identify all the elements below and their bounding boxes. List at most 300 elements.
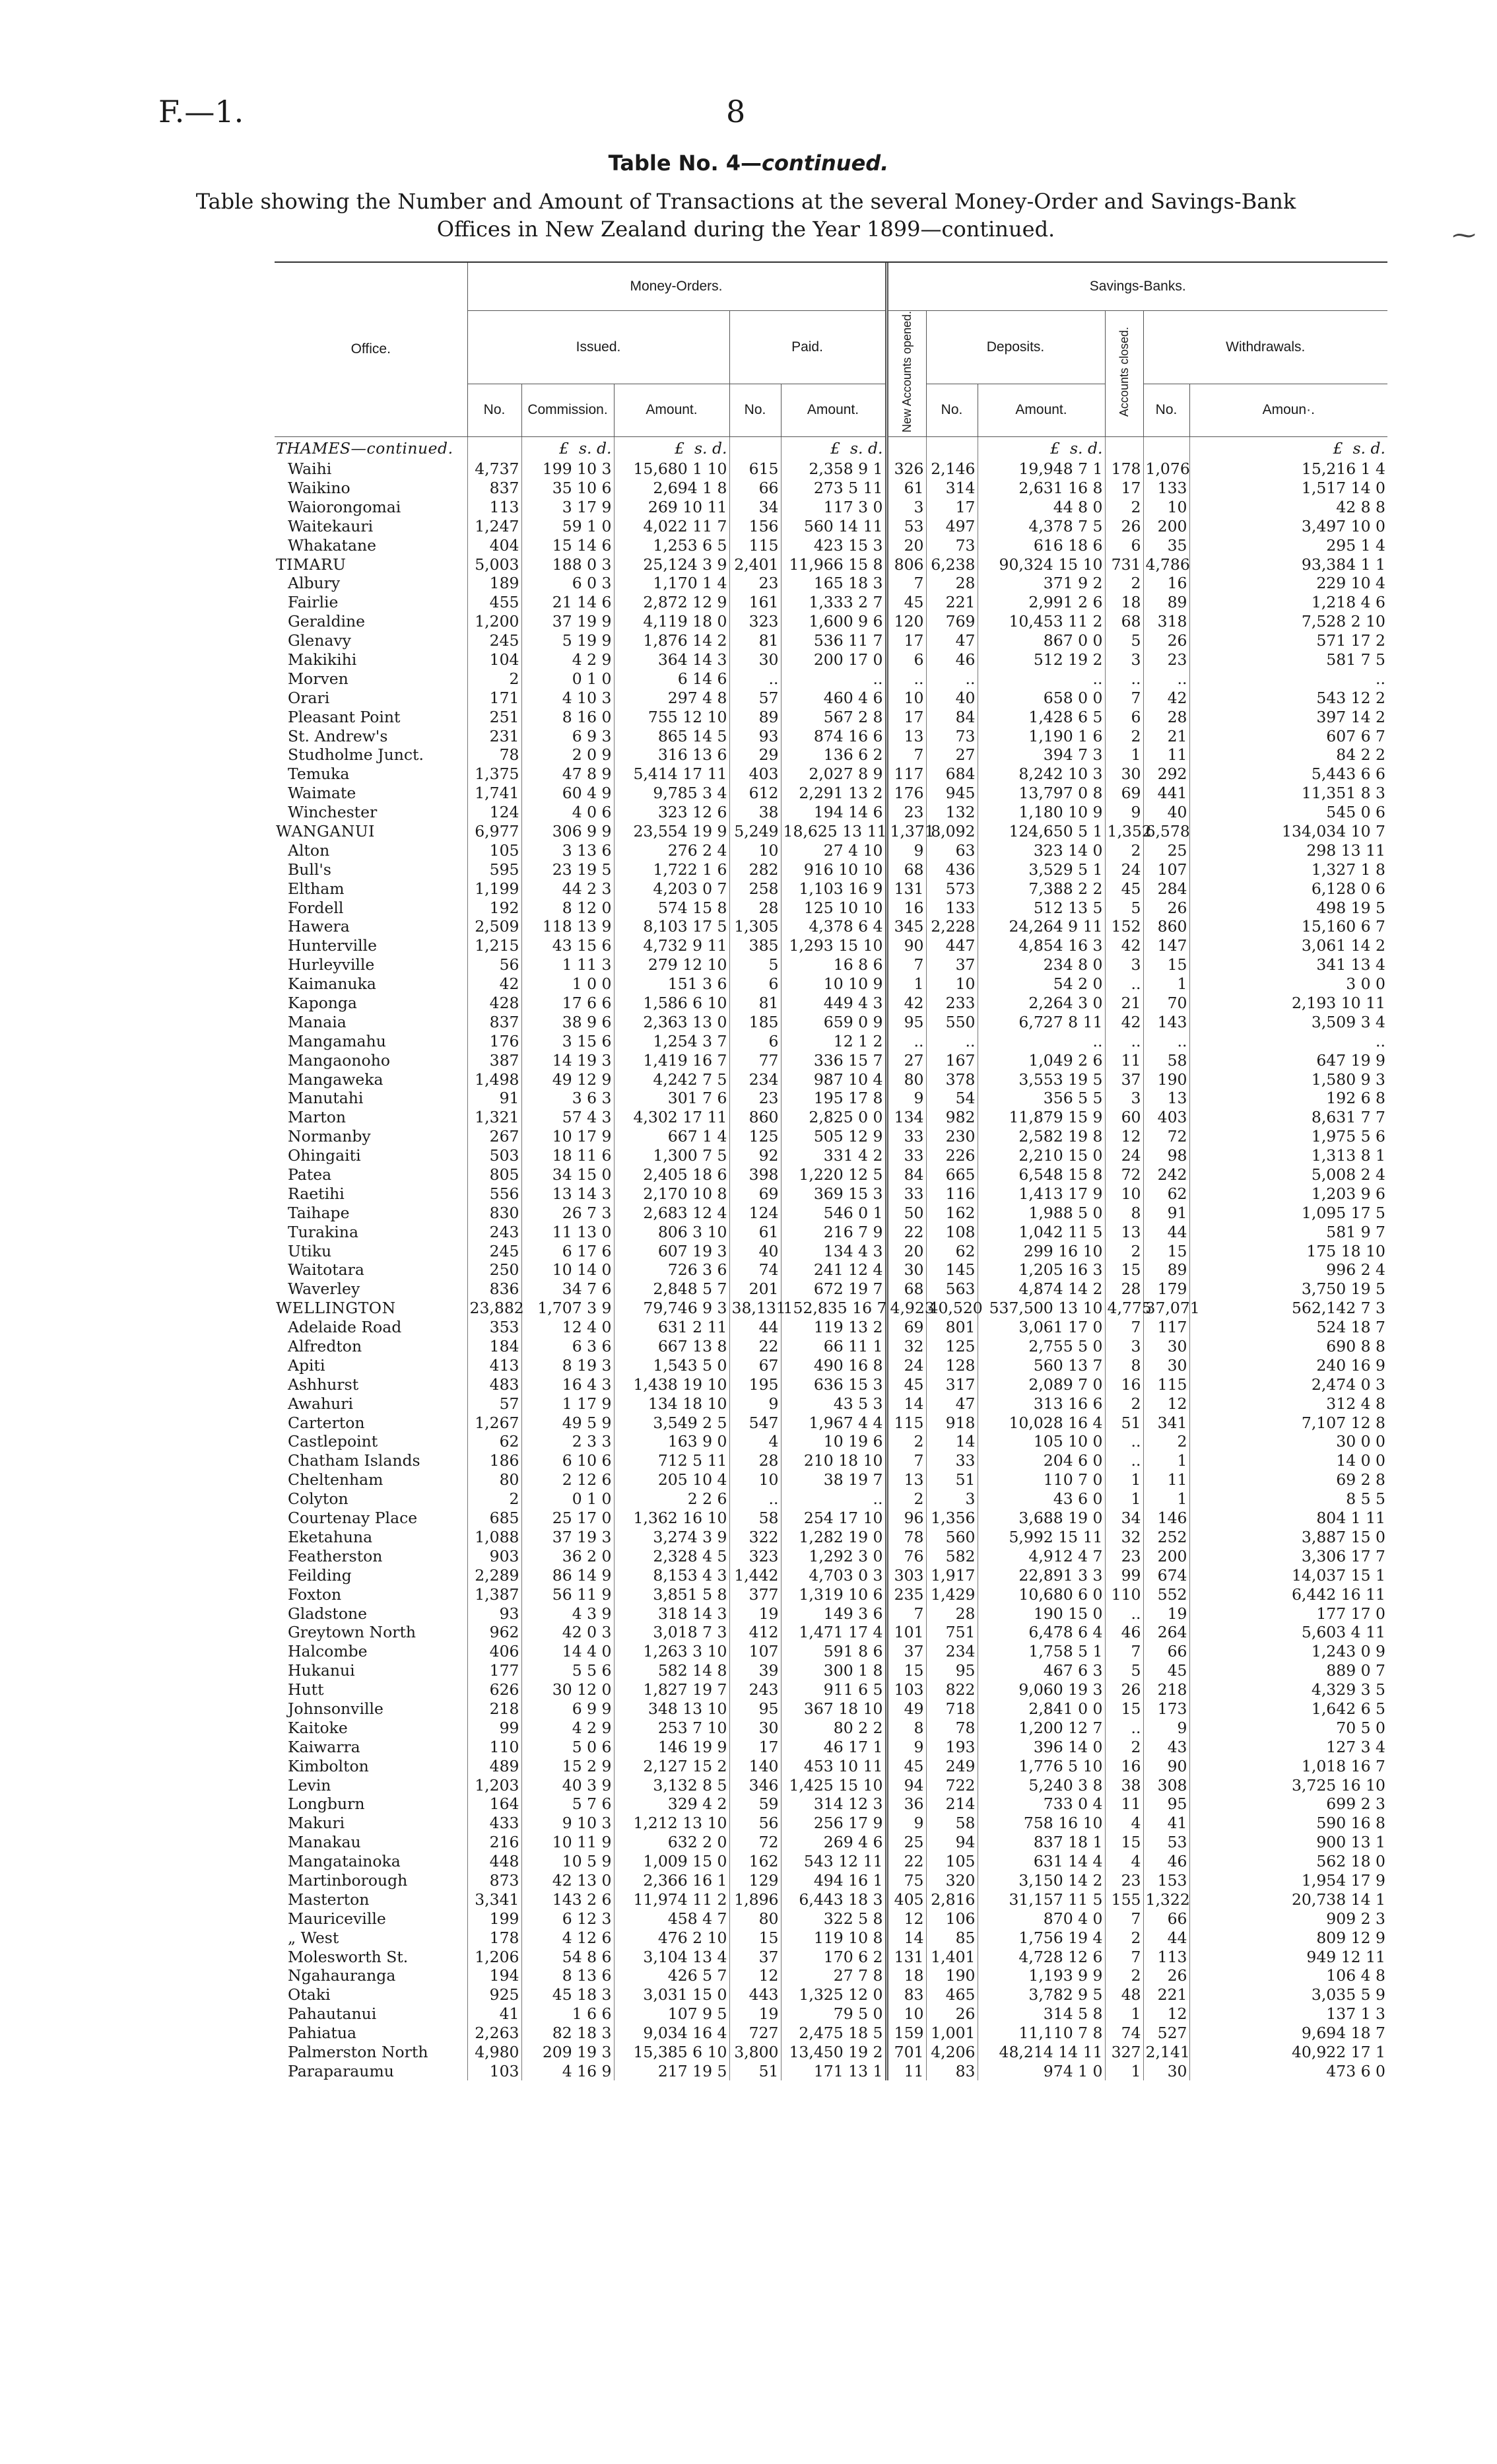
withdrawals-no-cell: 284: [1143, 879, 1189, 898]
deposits-no-cell: 6,238: [926, 555, 978, 574]
withdrawals-amount-cell: 3,497 10 0: [1189, 516, 1387, 535]
deposits-amount-cell: 11,110 7 8: [978, 2024, 1105, 2043]
table-row: [275, 994, 1387, 1013]
deposits-no-cell: 769: [926, 612, 978, 631]
commission-cell: 42 0 3: [521, 1623, 614, 1642]
deposits-amount-cell: 110 7 0: [978, 1470, 1105, 1489]
issued-no-cell: 1,247: [467, 516, 521, 535]
paid-amount-cell: 171 13 1: [781, 2061, 886, 2080]
issued-amount-cell: 163 9 0: [614, 1432, 729, 1451]
accounts-closed-cell: 7: [1105, 1947, 1143, 1966]
new-accounts-cell: 94: [886, 1775, 926, 1795]
deposits-amount-cell: 6,478 6 4: [978, 1623, 1105, 1642]
office-cell: Kimbolton: [288, 1756, 369, 1775]
table-row: [275, 1470, 1387, 1489]
office-cell: Gladstone: [288, 1604, 368, 1623]
paid-no-cell: 77: [729, 1050, 781, 1070]
withdrawals-amount-cell: 3,750 19 5: [1189, 1280, 1387, 1299]
new-accounts-cell: 22: [886, 1222, 926, 1241]
paid-amount-cell: 66 11 1: [781, 1337, 886, 1356]
table-row: [275, 1375, 1387, 1394]
table-row: [275, 650, 1387, 669]
commission-cell: 0 1 0: [521, 669, 614, 688]
deposits-amount-cell: 313 16 6: [978, 1394, 1105, 1413]
deposits-amount-cell: 1,428 6 5: [978, 707, 1105, 726]
accounts-closed-cell: 68: [1105, 612, 1143, 631]
table-row: [275, 840, 1387, 860]
table-row: [275, 1203, 1387, 1222]
paid-amount-cell: 367 18 10: [781, 1699, 886, 1719]
deposits-amount-cell: 4,378 7 5: [978, 516, 1105, 535]
office-cell: Mangaweka: [288, 1070, 383, 1089]
withdrawals-amount-cell: 4,329 3 5: [1189, 1680, 1387, 1699]
withdrawals-amount-cell: 590 16 8: [1189, 1814, 1387, 1833]
paid-no-cell: 29: [729, 745, 781, 765]
accounts-closed-cell: 110: [1105, 1585, 1143, 1604]
deposits-amount-cell: 837 18 1: [978, 1833, 1105, 1852]
table-row: [275, 1165, 1387, 1184]
paid-amount-cell: 659 0 9: [781, 1012, 886, 1031]
paid-amount-cell: 216 7 9: [781, 1222, 886, 1241]
office-cell: Manutahi: [288, 1089, 364, 1108]
commission-cell: 6 3 6: [521, 1337, 614, 1356]
office-cell: Waitotara: [288, 1260, 364, 1280]
withdrawals-no-cell: 44: [1143, 1222, 1189, 1241]
deposits-amount-cell: 1,205 16 3: [978, 1260, 1105, 1280]
deposits-no-cell: 54: [926, 1089, 978, 1108]
commission-cell: 1 6 6: [521, 2004, 614, 2024]
accounts-closed-cell: 4: [1105, 1852, 1143, 1871]
office-cell: Morven: [288, 669, 349, 688]
paid-amount-cell: 536 11 7: [781, 631, 886, 650]
paid-no-cell: 124: [729, 1203, 781, 1222]
table-row: [275, 803, 1387, 822]
paid-amount-cell: 449 4 3: [781, 994, 886, 1013]
commission-cell: 4 12 6: [521, 1928, 614, 1947]
commission-cell: 1 17 9: [521, 1394, 614, 1413]
table-number-label: Table No. 4—: [608, 151, 762, 176]
table-row: [275, 1050, 1387, 1070]
paid-amount-cell: 314 12 3: [781, 1795, 886, 1814]
withdrawals-no-cell: 15: [1143, 1241, 1189, 1260]
withdrawals-amount-cell: 137 1 3: [1189, 2004, 1387, 2024]
table-row: [275, 1604, 1387, 1623]
commission-cell: 3 13 6: [521, 840, 614, 860]
deposits-no-cell: 83: [926, 2061, 978, 2080]
office-cell: Manaia: [288, 1012, 347, 1031]
office-cell: Kaponga: [288, 994, 357, 1012]
withdrawals-amount-cell: 93,384 1 1: [1189, 555, 1387, 574]
withdrawals-amount-cell: 1,642 6 5: [1189, 1699, 1387, 1719]
issued-no-cell: 387: [467, 1050, 521, 1070]
table-row: [275, 726, 1387, 745]
table-row: [275, 593, 1387, 612]
deposits-no-cell: 1,917: [926, 1565, 978, 1585]
deposits-amount-cell: 9,060 19 3: [978, 1680, 1105, 1699]
deposits-amount-cell: 467 6 3: [978, 1661, 1105, 1680]
deposits-amount-cell: 5,240 3 8: [978, 1775, 1105, 1795]
table-row: [275, 516, 1387, 535]
new-accounts-cell: 30: [886, 1260, 926, 1280]
paid-no-cell: 5: [729, 955, 781, 975]
paid-no-cell: ..: [729, 669, 781, 688]
issued-no-cell: 178: [467, 1928, 521, 1947]
paid-no-cell: 30: [729, 1718, 781, 1737]
commission-cell: 5 0 6: [521, 1737, 614, 1756]
issued-no-cell: 80: [467, 1470, 521, 1489]
commission-cell: 4 0 6: [521, 803, 614, 822]
accounts-closed-cell: 2: [1105, 840, 1143, 860]
commission-cell: 13 14 3: [521, 1184, 614, 1203]
office-cell: Feilding: [288, 1565, 352, 1585]
office-cell: Hutt: [288, 1680, 324, 1699]
new-accounts-cell: 16: [886, 898, 926, 917]
new-accounts-cell: 7: [886, 1604, 926, 1623]
deposits-no-cell: 2,816: [926, 1890, 978, 1909]
deposits-no-cell: 684: [926, 765, 978, 784]
table-row: [275, 1623, 1387, 1642]
paid-amount-cell: 273 5 11: [781, 479, 886, 498]
issued-amount-cell: 316 13 6: [614, 745, 729, 765]
deposits-no-cell: ..: [926, 1031, 978, 1050]
accounts-closed-cell: 1: [1105, 2004, 1143, 2024]
withdrawals-no-cell: 45: [1143, 1661, 1189, 1680]
table-row: [275, 1565, 1387, 1585]
new-accounts-cell: 115: [886, 1413, 926, 1432]
withdrawals-amount-cell: 40,922 17 1: [1189, 2043, 1387, 2062]
paid-no-cell: 69: [729, 1184, 781, 1203]
issued-amount-cell: 3,018 7 3: [614, 1623, 729, 1642]
paid-amount-cell: 269 4 6: [781, 1833, 886, 1852]
office-cell: Otaki: [288, 1985, 331, 2004]
withdrawals-amount-cell: 6,128 0 6: [1189, 879, 1387, 898]
paid-amount-cell: 1,333 2 7: [781, 593, 886, 612]
withdrawals-no-cell: 133: [1143, 479, 1189, 498]
new-accounts-cell: 345: [886, 917, 926, 936]
paid-no-cell: 6: [729, 975, 781, 994]
deposits-amount-cell: 3,688 19 0: [978, 1509, 1105, 1528]
issued-no-cell: 1,206: [467, 1947, 521, 1966]
paid-amount-cell: 200 17 0: [781, 650, 886, 669]
issued-no-cell: 404: [467, 535, 521, 555]
commission-cell: 188 0 3: [521, 555, 614, 574]
accounts-closed-cell: 4,775: [1105, 1299, 1143, 1318]
issued-no-cell: 836: [467, 1280, 521, 1299]
accounts-closed-cell: 3: [1105, 650, 1143, 669]
deposits-no-cell: 133: [926, 898, 978, 917]
withdrawals-amount-cell: 312 4 8: [1189, 1394, 1387, 1413]
withdrawals-amount-cell: 2,474 0 3: [1189, 1375, 1387, 1394]
office-cell: Waikino: [288, 478, 350, 497]
withdrawals-amount-header: Amoun·.: [1189, 384, 1387, 436]
accounts-closed-cell: 72: [1105, 1165, 1143, 1184]
withdrawals-amount-cell: 8,631 7 7: [1189, 1108, 1387, 1127]
accounts-closed-cell: 16: [1105, 1375, 1143, 1394]
paid-amount-cell: 13,450 19 2: [781, 2043, 886, 2062]
withdrawals-no-cell: 2: [1143, 1432, 1189, 1451]
issued-amount-cell: 79,746 9 3: [614, 1299, 729, 1318]
new-accounts-cell: 159: [886, 2024, 926, 2043]
deposits-amount-cell: 2,631 16 8: [978, 479, 1105, 498]
withdrawals-amount-cell: 996 2 4: [1189, 1260, 1387, 1280]
withdrawals-amount-cell: 14,037 15 1: [1189, 1565, 1387, 1585]
table-row: [275, 1680, 1387, 1699]
new-accounts-cell: 75: [886, 1871, 926, 1890]
commission-cell: 49 5 9: [521, 1413, 614, 1432]
issued-amount-cell: 2,366 16 1: [614, 1871, 729, 1890]
withdrawals-no-cell: 41: [1143, 1814, 1189, 1833]
office-cell: Patea: [288, 1165, 332, 1184]
issued-amount-cell: 426 5 7: [614, 1966, 729, 1985]
new-accounts-cell: 2: [886, 1489, 926, 1509]
table-row: [275, 1012, 1387, 1031]
issued-no-cell: 3,341: [467, 1890, 521, 1909]
table-row: [275, 879, 1387, 898]
withdrawals-amount-cell: 1,203 9 6: [1189, 1184, 1387, 1203]
accounts-closed-cell: 5: [1105, 898, 1143, 917]
deposits-no-cell: 560: [926, 1528, 978, 1547]
issued-no-cell: 1,215: [467, 936, 521, 955]
office-cell: Studholme Junct.: [288, 745, 424, 765]
accounts-closed-cell: 327: [1105, 2043, 1143, 2062]
withdrawals-amount-cell: 1,095 17 5: [1189, 1203, 1387, 1222]
deposits-no-cell: 226: [926, 1146, 978, 1165]
new-accounts-cell: 25: [886, 1833, 926, 1852]
table-row: [275, 688, 1387, 707]
issued-no-cell: 489: [467, 1756, 521, 1775]
paid-amount-cell: 11,966 15 8: [781, 555, 886, 574]
issued-amount-cell: 1,876 14 2: [614, 631, 729, 650]
withdrawals-amount-cell: 295 1 4: [1189, 535, 1387, 555]
deposits-amount-cell: 44 8 0: [978, 497, 1105, 516]
table-row: [275, 1852, 1387, 1871]
paid-no-cell: 443: [729, 1985, 781, 2004]
commission-cell: 4 2 9: [521, 650, 614, 669]
office-cell: Pahautanui: [288, 2004, 377, 2024]
office-cell: Molesworth St.: [288, 1947, 409, 1966]
new-accounts-cell: 176: [886, 784, 926, 803]
paid-amount-cell: 79 5 0: [781, 2004, 886, 2024]
table-row: [275, 1966, 1387, 1985]
paid-amount-cell: 119 10 8: [781, 1928, 886, 1947]
issued-amount-cell: 755 12 10: [614, 707, 729, 726]
office-cell: Hunterville: [288, 936, 378, 955]
office-cell: Courtenay Place: [288, 1509, 418, 1528]
issued-amount-cell: 2,127 15 2: [614, 1756, 729, 1775]
paid-amount-cell: 4,703 0 3: [781, 1565, 886, 1585]
deposits-no-cell: 46: [926, 650, 978, 669]
issued-amount-cell: 574 15 8: [614, 898, 729, 917]
withdrawals-no-cell: ..: [1143, 669, 1189, 688]
deposits-amount-cell: 31,157 11 5: [978, 1890, 1105, 1909]
commission-cell: 56 11 9: [521, 1585, 614, 1604]
paid-no-cell: 161: [729, 593, 781, 612]
accounts-closed-cell: 9: [1105, 803, 1143, 822]
withdrawals-no-cell: 107: [1143, 860, 1189, 879]
deposits-amount-cell: 1,988 5 0: [978, 1203, 1105, 1222]
paid-amount-cell: 423 15 3: [781, 535, 886, 555]
deposits-no-cell: 108: [926, 1222, 978, 1241]
deposits-amount-cell: 356 5 5: [978, 1089, 1105, 1108]
office-cell: Halcombe: [288, 1642, 368, 1661]
new-accounts-cell: 4,923: [886, 1299, 926, 1318]
issued-no-cell: 1,088: [467, 1528, 521, 1547]
issued-no-cell: 184: [467, 1337, 521, 1356]
table-row: [275, 1108, 1387, 1127]
paid-amount-cell: 494 16 1: [781, 1871, 886, 1890]
withdrawals-amount-cell: 5,443 6 6: [1189, 765, 1387, 784]
deposits-amount-cell: 5,992 15 11: [978, 1528, 1105, 1547]
withdrawals-no-cell: 190: [1143, 1070, 1189, 1089]
deposits-amount-cell: 8,242 10 3: [978, 765, 1105, 784]
issued-amount-cell: 5,414 17 11: [614, 765, 729, 784]
issued-no-cell: 91: [467, 1089, 521, 1108]
deposits-amount-cell: 11,879 15 9: [978, 1108, 1105, 1127]
withdrawals-amount-cell: 3 0 0: [1189, 975, 1387, 994]
table-row: [275, 631, 1387, 650]
office-cell: Hurleyville: [288, 955, 375, 975]
office-cell: Cheltenham: [288, 1470, 383, 1489]
withdrawals-amount-cell: 240 16 9: [1189, 1355, 1387, 1375]
paid-amount-cell: 2,475 18 5: [781, 2024, 886, 2043]
new-accounts-cell: 6: [886, 650, 926, 669]
paid-no-cell: 323: [729, 1546, 781, 1565]
paid-amount-cell: 1,471 17 4: [781, 1623, 886, 1642]
withdrawals-amount-cell: 15,160 6 7: [1189, 917, 1387, 936]
office-cell: Waimate: [288, 784, 356, 803]
withdrawals-amount-cell: 581 9 7: [1189, 1222, 1387, 1241]
paid-no-cell: 58: [729, 1509, 781, 1528]
commission-cell: 45 18 3: [521, 1985, 614, 2004]
new-accounts-cell: 3: [886, 497, 926, 516]
issued-amount-cell: 3,851 5 8: [614, 1585, 729, 1604]
deposits-no-cell: 40: [926, 688, 978, 707]
table-row: [275, 917, 1387, 936]
table-row: [275, 1394, 1387, 1413]
paid-no-cell: 195: [729, 1375, 781, 1394]
table-row: [275, 745, 1387, 765]
paid-amount-cell: 1,293 15 10: [781, 936, 886, 955]
deposits-no-cell: 378: [926, 1070, 978, 1089]
deposits-no-cell: 10: [926, 975, 978, 994]
deposits-no-cell: 234: [926, 1642, 978, 1661]
office-cell: Greytown North: [288, 1623, 416, 1642]
paid-header: Paid.: [729, 310, 886, 384]
new-accounts-cell: 7: [886, 955, 926, 975]
money-orders-header: Money-Orders.: [467, 263, 886, 310]
issued-no-cell: 413: [467, 1355, 521, 1375]
deposits-no-cell: 317: [926, 1375, 978, 1394]
deposits-amount-cell: 90,324 15 10: [978, 555, 1105, 574]
withdrawals-no-cell: 341: [1143, 1413, 1189, 1432]
deposits-no-cell: 47: [926, 631, 978, 650]
accounts-closed-cell: 11: [1105, 1795, 1143, 1814]
withdrawals-no-cell: 46: [1143, 1852, 1189, 1871]
accounts-closed-cell: 34: [1105, 1509, 1143, 1528]
withdrawals-amount-cell: 84 2 2: [1189, 745, 1387, 765]
new-accounts-cell: 96: [886, 1509, 926, 1528]
paid-no-cell: 38,131: [729, 1299, 781, 1318]
paid-no-cell: 19: [729, 2004, 781, 2024]
accounts-closed-cell: 2: [1105, 1928, 1143, 1947]
withdrawals-no-cell: 403: [1143, 1108, 1189, 1127]
withdrawals-amount-cell: 11,351 8 3: [1189, 784, 1387, 803]
issued-amount-cell: 146 19 9: [614, 1737, 729, 1756]
paid-no-cell: 9: [729, 1394, 781, 1413]
table-row: [275, 1489, 1387, 1509]
deposits-no-cell: 63: [926, 840, 978, 860]
table-number: [0, 151, 1497, 176]
paid-amount-cell: 874 16 6: [781, 726, 886, 745]
commission-cell: 86 14 9: [521, 1565, 614, 1585]
deposits-no-cell: 73: [926, 535, 978, 555]
commission-cell: 4 3 9: [521, 1604, 614, 1623]
issued-no-cell: 2: [467, 1489, 521, 1509]
commission-cell: 40 3 9: [521, 1775, 614, 1795]
deposits-amount-cell: 1,756 19 4: [978, 1928, 1105, 1947]
accounts-closed-cell: 16: [1105, 1756, 1143, 1775]
paid-no-cell: 258: [729, 879, 781, 898]
paid-amount-cell: 46 17 1: [781, 1737, 886, 1756]
withdrawals-no-cell: 117: [1143, 1318, 1189, 1337]
paid-amount-cell: 149 3 6: [781, 1604, 886, 1623]
office-cell: Hawera: [288, 917, 350, 936]
commission-cell: 37 19 9: [521, 612, 614, 631]
issued-amount-cell: 9,034 16 4: [614, 2024, 729, 2043]
withdrawals-no-cell: 179: [1143, 1280, 1189, 1299]
office-cell: Taihape: [288, 1203, 350, 1222]
new-accounts-cell: 84: [886, 1165, 926, 1184]
issued-amount-cell: 4,203 0 7: [614, 879, 729, 898]
deposits-amount-cell: 658 0 0: [978, 688, 1105, 707]
table-row: [275, 1985, 1387, 2004]
new-accounts-cell: 24: [886, 1355, 926, 1375]
office-cell: Masterton: [288, 1890, 370, 1909]
deposits-amount-cell: 2,210 15 0: [978, 1146, 1105, 1165]
commission-cell: 15 14 6: [521, 535, 614, 555]
table-row: [275, 1890, 1387, 1909]
deposits-amount-cell: 394 7 3: [978, 745, 1105, 765]
accounts-closed-cell: 3: [1105, 1089, 1143, 1108]
new-accounts-cell: 15: [886, 1661, 926, 1680]
paid-no-cell: 72: [729, 1833, 781, 1852]
new-accounts-cell: 22: [886, 1852, 926, 1871]
issued-amount-cell: 726 3 6: [614, 1260, 729, 1280]
issued-amount-cell: 329 4 2: [614, 1795, 729, 1814]
issued-amount-cell: 1,212 13 10: [614, 1814, 729, 1833]
table-row: [275, 1299, 1387, 1318]
deposits-amount-cell: 6,727 8 11: [978, 1012, 1105, 1031]
paid-no-cell: 412: [729, 1623, 781, 1642]
paid-no-cell: 74: [729, 1260, 781, 1280]
issued-no-cell: 626: [467, 1680, 521, 1699]
paid-amount-cell: 546 0 1: [781, 1203, 886, 1222]
paid-no-cell: 234: [729, 1070, 781, 1089]
accounts-closed-cell: 155: [1105, 1890, 1143, 1909]
new-accounts-cell: 83: [886, 1985, 926, 2004]
withdrawals-no-cell: 1,076: [1143, 460, 1189, 479]
issued-no-header: No.: [467, 384, 521, 436]
paid-no-cell: 81: [729, 631, 781, 650]
deposits-amount-cell: 1,413 17 9: [978, 1184, 1105, 1203]
withdrawals-amount-cell: ..: [1189, 1031, 1387, 1050]
issued-no-cell: 177: [467, 1661, 521, 1680]
accounts-closed-cell: 5: [1105, 631, 1143, 650]
withdrawals-amount-cell: 2,193 10 11: [1189, 994, 1387, 1013]
commission-cell: 6 12 3: [521, 1909, 614, 1928]
new-accounts-cell: ..: [886, 669, 926, 688]
withdrawals-amount-cell: 562,142 7 3: [1189, 1299, 1387, 1318]
